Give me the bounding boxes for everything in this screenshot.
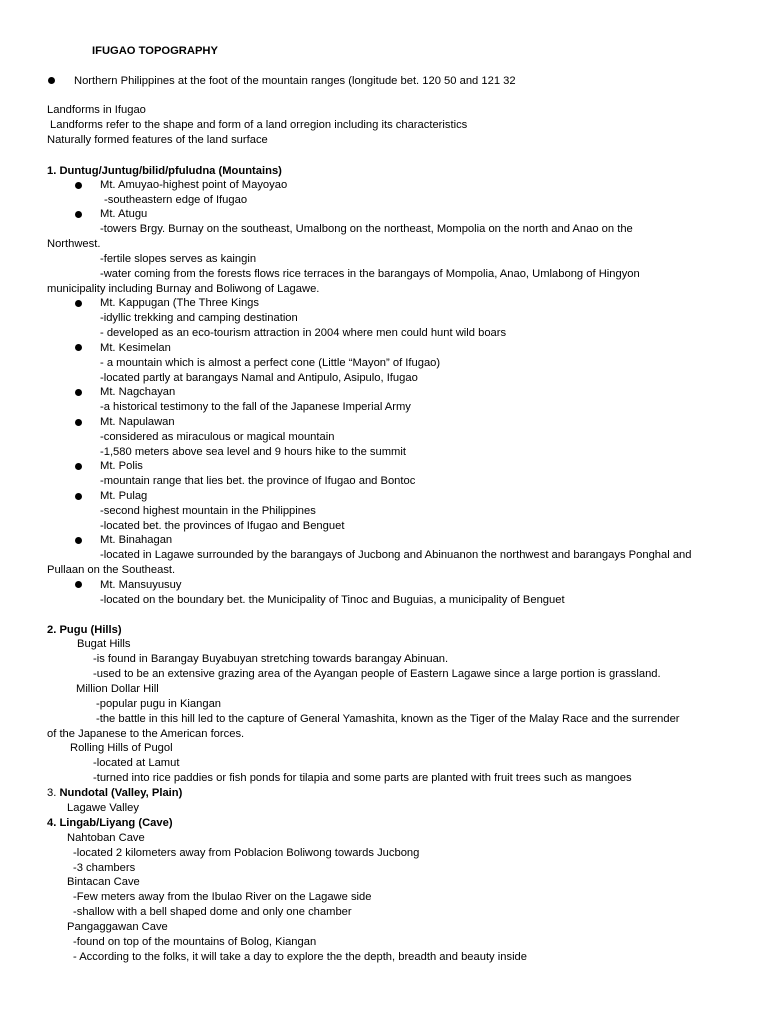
mountain-name: Mt. Napulawan [100,416,175,428]
mountain-name: Mt. Nagchayan [100,386,176,398]
mountain-detail: -located in Lagawe surrounded by the barangays of Jucbong and Abinuanon the northwest and barangays Ponghal and [100,549,692,561]
hill-name: Bugat Hills [77,638,131,650]
mountain-detail: -second highest mountain in the Philippines [100,505,316,517]
valley-name: Lagawe Valley [67,802,139,814]
mountain-detail: -1,580 meters above sea level and 9 hours hike to the summit [100,446,406,458]
mountain-detail: - a mountain which is almost a perfect cone (Little “Mayon” of Ifugao) [100,357,441,369]
cave-detail: -Few meters away from the Ibulao River on the Lagawe side [73,891,372,903]
mountain-detail: -a historical testimony to the fall of the Japanese Imperial Army [100,401,411,413]
mountain-name: Mt. Mansuyusuy [100,579,182,591]
mountain-detail: -located bet. the provinces of Ifugao and Benguet [100,520,345,532]
cave-detail: -3 chambers [73,862,136,874]
intro-text: Northern Philippines at the foot of the mountain ranges (longitude bet. 120 50 and 121 32 [74,75,516,87]
cave-detail: -located 2 kilometers away from Poblacion Boliwong towards Jucbong [73,847,420,859]
landforms-heading: Landforms in Ifugao [47,104,146,116]
mountain-detail: municipality including Burnay and Boliwong of Lagawe. [47,283,320,295]
bullet-icon [75,344,82,351]
bullet-icon [75,300,82,307]
landforms-definition: Naturally formed features of the land surface [47,134,268,146]
cave-name: Nahtoban Cave [67,832,145,844]
mountain-detail: Northwest. [47,238,101,250]
mountain-name: Mt. Polis [100,460,143,472]
mountain-detail: -fertile slopes serves as kaingin [100,253,257,265]
bullet-icon [75,463,82,470]
bullet-icon [75,419,82,426]
mountain-detail: -considered as miraculous or magical mountain [100,431,335,443]
mountain-detail: -idyllic trekking and camping destination [100,312,298,324]
mountain-detail: -mountain range that lies bet. the province of Ifugao and Bontoc [100,475,416,487]
cave-detail: -shallow with a bell shaped dome and only one chamber [73,906,352,918]
landforms-definition: Landforms refer to the shape and form of a land orregion including its characteristics [50,119,468,131]
mountain-detail: -southeastern edge of Ifugao [104,194,248,206]
mountain-detail: -located on the boundary bet. the Municipality of Tinoc and Buguias, a municipality of Benguet [100,594,565,606]
mountain-name: Mt. Amuyao-highest point of Mayoyao [100,179,288,191]
bullet-icon [75,211,82,218]
cave-detail: - According to the folks, it will take a day to explore the the depth, breadth and beauty inside [73,951,527,963]
cave-name: Bintacan Cave [67,876,140,888]
bullet-icon [75,537,82,544]
section-heading-hills: 2. Pugu (Hills) [47,624,122,636]
mountain-name: Mt. Atugu [100,208,148,220]
hill-detail: -turned into rice paddies or fish ponds for tilapia and some parts are planted with fruit trees such as mangoes [93,772,632,784]
bullet-icon [75,581,82,588]
hill-name: Million Dollar Hill [76,683,159,695]
section-heading-mountains: 1. Duntug/Juntug/bilid/pfuludna (Mountains) [47,165,282,177]
bullet-icon [75,182,82,189]
hill-detail: of the Japanese to the American forces. [47,728,245,740]
section-heading-valley [47,786,182,800]
cave-detail: -found on top of the mountains of Bolog, Kiangan [73,936,317,948]
mountain-detail: -towers Brgy. Burnay on the southeast, Umalbong on the northeast, Mompolia on the north and Anao on the [100,223,633,235]
hill-detail: -is found in Barangay Buyabuyan stretching towards barangay Abinuan. [93,653,449,665]
mountain-name: Mt. Binahagan [100,534,173,546]
bullet-icon [48,77,55,84]
bullet-icon [75,389,82,396]
cave-name: Pangaggawan Cave [67,921,168,933]
mountain-name: Mt. Pulag [100,490,148,502]
mountain-detail: -located partly at barangays Namal and Antipulo, Asipulo, Ifugao [100,372,418,384]
hill-detail: -located at Lamut [93,757,180,769]
mountain-name: Mt. Kappugan (The Three Kings [100,297,259,309]
section-heading-caves: 4. Lingab/Liyang (Cave) [47,817,173,829]
hill-name: Rolling Hills of Pugol [70,742,173,754]
hill-detail: -the battle in this hill led to the capture of General Yamashita, known as the Tiger of the Malay Race and the surrender [96,713,680,725]
mountain-detail: -water coming from the forests flows rice terraces in the barangays of Mompolia, Anao, Umlabong of Hingyon [100,268,640,280]
section-title: Nundotal (Valley, Plain) [59,787,183,799]
section-number: 3. [47,787,60,799]
hill-detail: -used to be an extensive grazing area of the Ayangan people of Eastern Lagawe since a large portion is grassland. [93,668,661,680]
hill-detail: -popular pugu in Kiangan [96,698,222,710]
page-title: IFUGAO TOPOGRAPHY [92,45,218,57]
mountain-detail: Pullaan on the Southeast. [47,564,176,576]
bullet-icon [75,493,82,500]
mountain-name: Mt. Kesimelan [100,342,171,354]
mountain-detail: - developed as an eco-tourism attraction in 2004 where men could hunt wild boars [100,327,507,339]
